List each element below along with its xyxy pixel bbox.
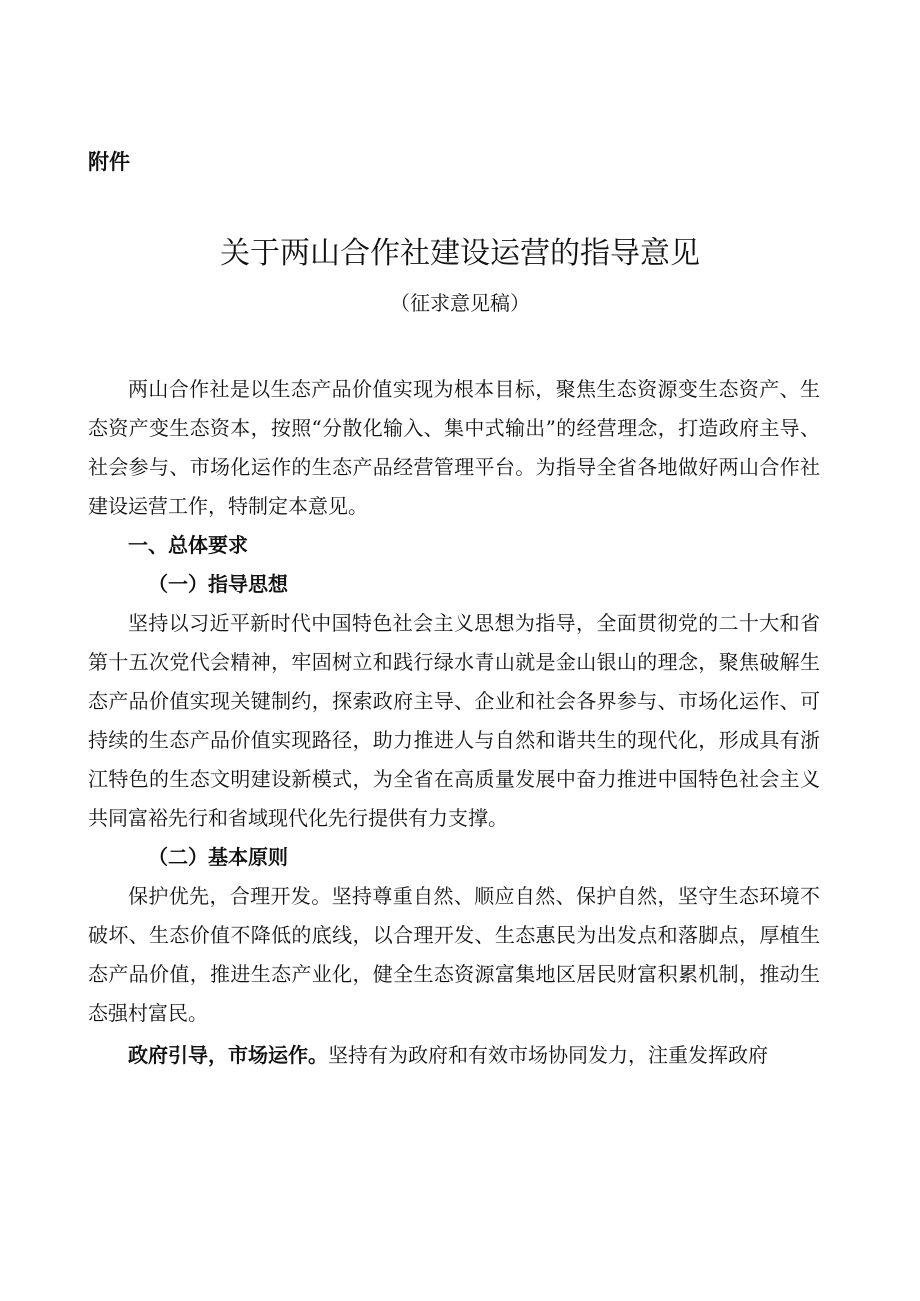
document-title: 关于两山合作社建设运营的指导意见 [220, 236, 700, 271]
guiding-ideology-paragraph: 坚持以习近平新时代中国特色社会主义思想为指导，全面贯彻党的二十大和省第十五次党代会精神，牢固树立和践行绿水青山就是金山银山的理念，聚焦破解生态产品价值实现关键制约，探索政府主导、企业和社会各界参与、市场化运作、可持续的生态产品价值实现路径，助力推进人与自然和谐共生的现代化，形成具有浙江特色的生态文明建设新模式，为全省在高质量发展中奋力推进中国特色社会主义共同富裕先行和省域现代化先行提供有力支撑。 [88, 611, 820, 830]
intro-paragraph: 两山合作社是以生态产品价值实现为根本目标，聚焦生态资源变生态资产、生态资产变生态资本，按照“分散化输入、集中式输出”的经营理念，打造政府主导、社会参与、市场化运作的生态产品经营管理平台。为指导全省各地做好两山合作社建设运营工作，特制定本意见。 [88, 377, 820, 518]
subsection-heading-basic-principles: （二）基本原则 [148, 845, 288, 869]
principle-lead: 保护优先，合理开发。 [128, 884, 332, 908]
attachment-label: 附件 [88, 150, 130, 174]
principle-lead: 政府引导，市场运作。 [128, 1043, 328, 1067]
principle-text: 坚持有为政府和有效市场协同发力，注重发挥政府 [328, 1043, 768, 1067]
section-heading-general-requirements: 一、总体要求 [128, 533, 248, 557]
document-body [88, 370, 820, 1075]
document-subtitle: （征求意见稿） [390, 291, 530, 315]
principle-paragraph [88, 1036, 820, 1075]
principle-paragraph [88, 877, 820, 1033]
subsection-heading-guiding-ideology: （一）指导思想 [148, 572, 288, 596]
principle-text: 坚持尊重自然、顺应自然、保护自然，坚守生态环境不破坏、生态价值不降低的底线，以合理开发、生态惠民为出发点和落脚点，厚植生态产品价值，推进生态产业化，健全生态资源富集地区居民财富积累机制，推动生态强村富民。 [88, 884, 821, 1025]
